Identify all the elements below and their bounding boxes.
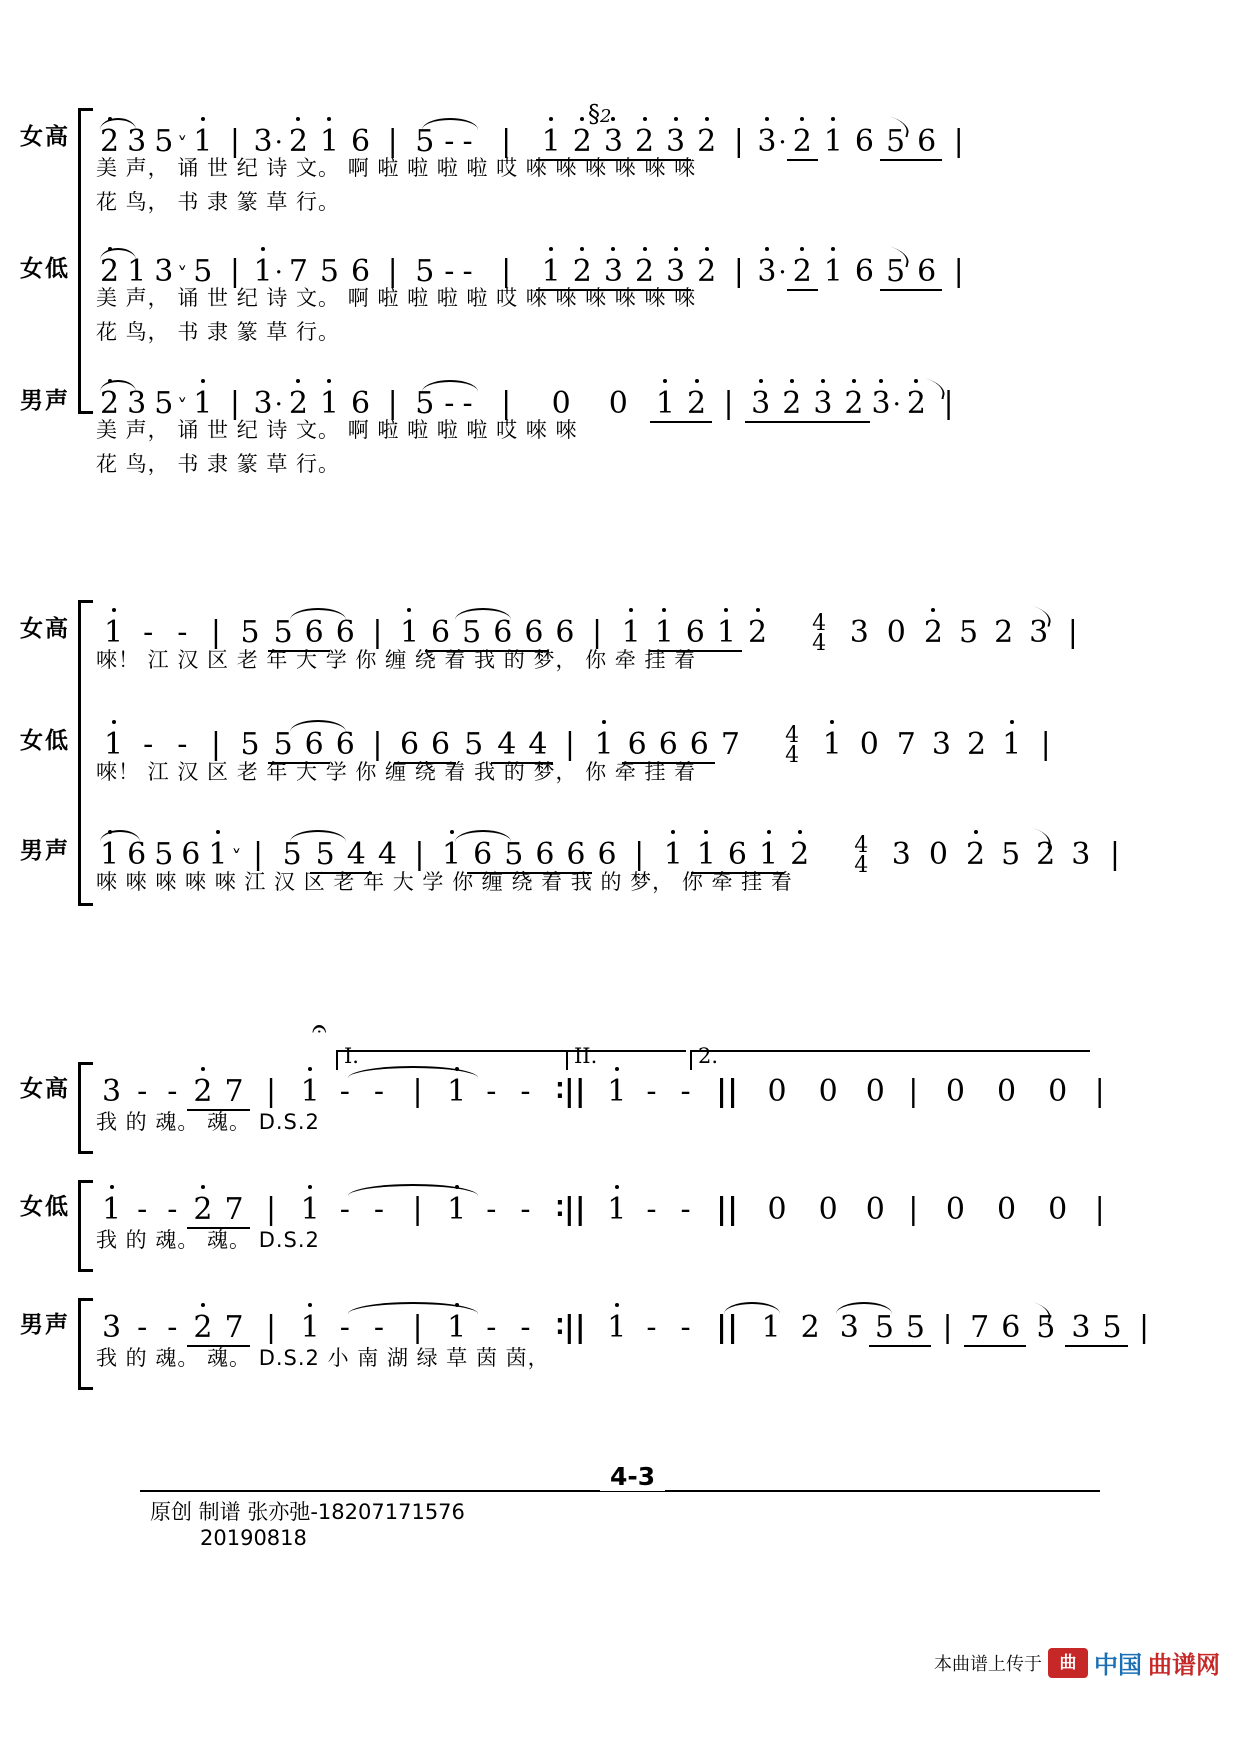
lyrics-male-3: 我 的 魂。 魂。 D.S.2 小 南 湖 绿 草 茵 茵， bbox=[96, 1346, 550, 1370]
segno-mark: §2 bbox=[588, 100, 612, 128]
voice-label-soprano: 女高 bbox=[20, 1076, 70, 1102]
credit-line-2: 20190818 bbox=[200, 1526, 307, 1550]
credit-line-1: 原创 制谱 张亦弛-18207171576 bbox=[150, 1500, 465, 1524]
ending-label-2: II. bbox=[574, 1044, 598, 1068]
notes-soprano-1: 2 3 5 ˅ 1 | 3· 2 1 6 | 5 - - | 1 2 3 2 3 2 | 3· 2 1 6 5 6 | bbox=[96, 124, 966, 161]
voice-label-male: 男声 bbox=[20, 838, 70, 864]
ending-label-3: 2. bbox=[698, 1044, 719, 1068]
system-brace bbox=[78, 1062, 93, 1154]
staff-male-2 bbox=[0, 812, 1240, 942]
credit-block bbox=[150, 1496, 465, 1550]
voice-label-alto: 女低 bbox=[20, 1194, 70, 1220]
upload-text: 本曲谱上传于 bbox=[934, 1653, 1042, 1675]
lyrics-male-1-line1: 美 声， 诵 世 纪 诗 文。 啊 啦 啦 啦 啦 哎 唻 唻 bbox=[96, 418, 578, 442]
fermata-icon: 𝄐 bbox=[312, 1014, 327, 1043]
site-logo-icon: 曲 bbox=[1048, 1648, 1088, 1678]
lyrics-alto-3: 我 的 魂。 魂。 D.S.2 bbox=[96, 1228, 320, 1252]
notes-alto-2: 1 - - | 5 5 6 6 | 6 6 5 4 4 | 1 6 6 6 7 4 4 1 0 7 3 2 1 | bbox=[96, 726, 1053, 766]
system-1 bbox=[0, 100, 1240, 500]
notes-soprano-3: 3 - - 2 7 | 1 - - | 1 - - ∶|| 1 - - || 0 0 0 | 0 0 0 | bbox=[102, 1074, 1105, 1109]
voice-label-male: 男声 bbox=[20, 1312, 70, 1338]
system-2 bbox=[0, 590, 1240, 930]
lyrics-alto-2: 唻！ 江 汉 区 老 年 大 学 你 缠 绕 着 我 的 梦， 你 牵 挂 着 bbox=[96, 760, 697, 784]
voice-label-soprano: 女高 bbox=[20, 124, 70, 150]
lyrics-soprano-1-line2: 花 鸟， 书 隶 篆 草 行。 bbox=[96, 190, 341, 214]
notes-alto-3: 1 - - 2 7 | 1 - - | 1 - - ∶|| 1 - - || 0 0 0 | 0 0 0 | bbox=[96, 1192, 1107, 1229]
lyrics-alto-1-line2: 花 鸟， 书 隶 篆 草 行。 bbox=[96, 320, 341, 344]
voice-label-male: 男声 bbox=[20, 388, 70, 414]
lyrics-alto-1-line1: 美 声， 诵 世 纪 诗 文。 啊 啦 啦 啦 啦 哎 唻 唻 唻 唻 唻 唻 bbox=[96, 286, 697, 310]
staff-alto-1 bbox=[0, 230, 1240, 360]
staff-soprano-1 bbox=[0, 100, 1240, 230]
system-brace bbox=[78, 1298, 93, 1390]
notes-male-3: 3 - - 2 7 | 1 - - | 1 - - ∶|| 1 - - || 1 2 3 5 5 | 7 6 5 3 5 | bbox=[102, 1310, 1150, 1345]
lyrics-male-2: 唻 唻 唻 唻 唻 江 汉 区 老 年 大 学 你 缠 绕 着 我 的 梦， 你 牵 挂 着 bbox=[96, 870, 793, 894]
site-watermark bbox=[934, 1645, 1220, 1680]
page-number: 4-3 bbox=[600, 1462, 665, 1491]
lyrics-soprano-3: 我 的 魂。 魂。 D.S.2 bbox=[96, 1110, 320, 1134]
notes-male-2: 1 6 5 6 1 ˅ | 5 5 4 4 | 1 6 5 6 6 6 | 1 1 6 1 2 4 4 3 0 2 5 2 3 | bbox=[96, 836, 1122, 876]
staff-soprano-3 bbox=[0, 1050, 1240, 1180]
site-name-cn2: 曲谱网 bbox=[1148, 1651, 1220, 1679]
notes-male-1: 2 3 5 ˅ 1 | 3· 2 1 6 | 5 - - | 0 0 1 2 | 3 2 3 2 3· 2 | bbox=[96, 386, 956, 423]
staff-male-3 bbox=[0, 1286, 1240, 1416]
ending-label-1: I. bbox=[344, 1044, 359, 1068]
staff-soprano-2 bbox=[0, 590, 1240, 720]
lyrics-soprano-2: 唻！ 江 汉 区 老 年 大 学 你 缠 绕 着 我 的 梦， 你 牵 挂 着 bbox=[96, 648, 697, 672]
voice-label-alto: 女低 bbox=[20, 728, 70, 754]
staff-male-1 bbox=[0, 362, 1240, 492]
site-name-cn: 中国 bbox=[1094, 1651, 1142, 1679]
system-3 bbox=[0, 1014, 1240, 1420]
voice-label-soprano: 女高 bbox=[20, 616, 70, 642]
notes-soprano-2: 1 - - | 5 5 6 6 | 1 6 5 6 6 6 | 1 1 6 1 2 4 4 3 0 2 5 2 3 | bbox=[96, 614, 1080, 654]
voice-label-alto: 女低 bbox=[20, 256, 70, 282]
lyrics-male-1-line2: 花 鸟， 书 隶 篆 草 行。 bbox=[96, 452, 341, 476]
system-brace bbox=[78, 1180, 93, 1272]
notes-alto-1: 2 1 3 ˅ 5 | 1· 7 5 6 | 5 - - | 1 2 3 2 3 2 | 3· 2 1 6 5 6 | bbox=[96, 254, 966, 291]
lyrics-soprano-1-line1: 美 声， 诵 世 纪 诗 文。 啊 啦 啦 啦 啦 哎 唻 唻 唻 唻 唻 唻 bbox=[96, 156, 697, 180]
staff-alto-3 bbox=[0, 1168, 1240, 1298]
